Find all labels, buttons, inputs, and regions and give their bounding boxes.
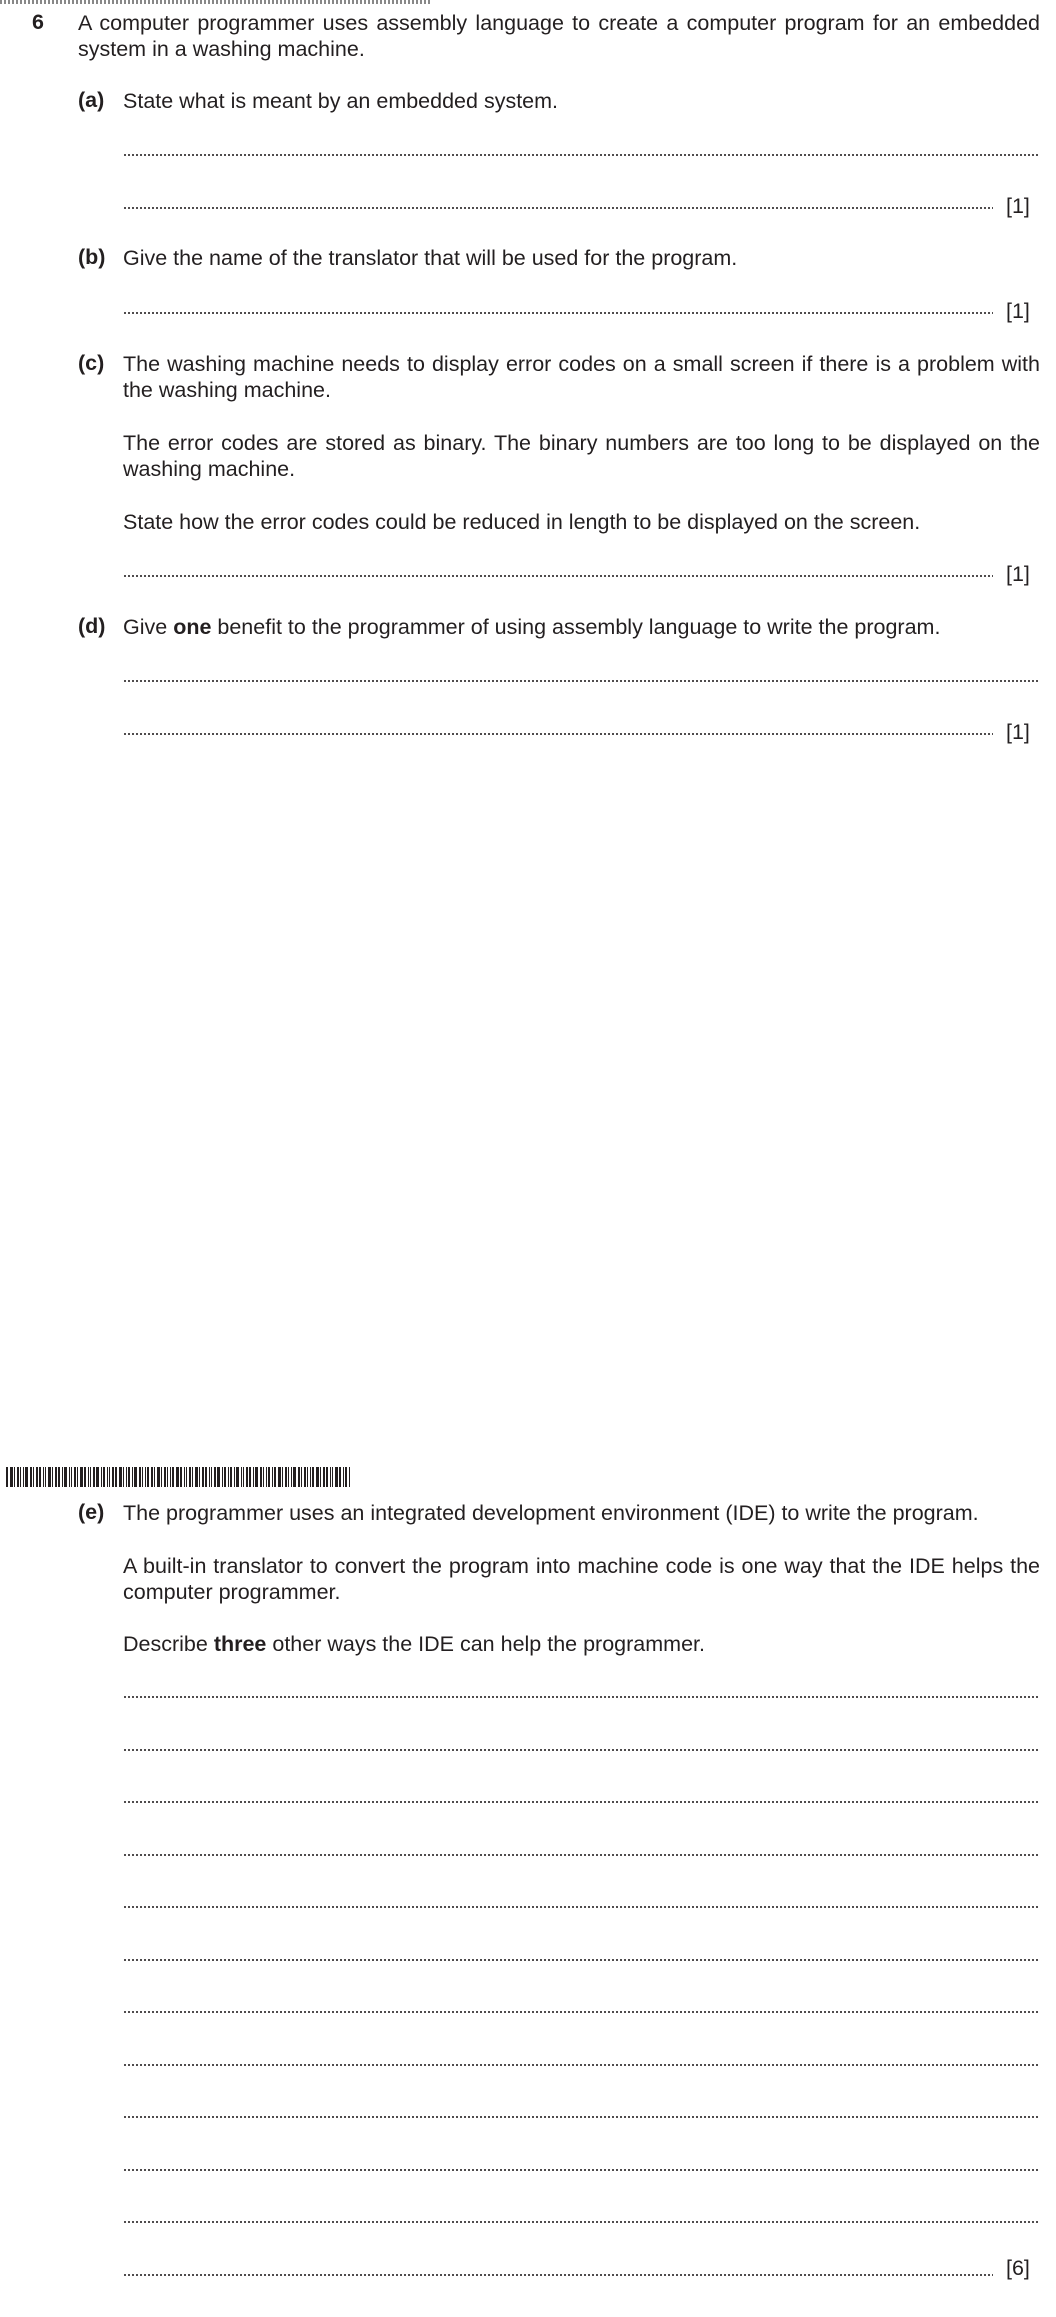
barcode-bar [263, 1467, 264, 1487]
barcode-bar [316, 1467, 319, 1487]
answer-line-e-5[interactable] [123, 1906, 1038, 1908]
barcode-bar [189, 1467, 191, 1487]
barcode-bar [288, 1467, 289, 1487]
answer-line-e-7[interactable] [123, 2011, 1038, 2013]
answer-line-c-1[interactable] [123, 575, 993, 577]
barcode-bar [39, 1467, 41, 1487]
barcode-bar [147, 1467, 149, 1487]
question-stem: A computer programmer uses assembly language to create a computer program for an embedded system in a washing machine. [78, 11, 1040, 61]
barcode-bar [88, 1467, 89, 1487]
barcode-bar [228, 1467, 229, 1487]
part-d-text-before: Give [123, 615, 174, 639]
barcode-bar [345, 1467, 347, 1487]
barcode-bar [142, 1467, 143, 1487]
part-c-label: (c) [78, 351, 105, 375]
part-d-text [123, 614, 1040, 640]
barcode-bar [291, 1467, 292, 1487]
barcode-bar [274, 1467, 276, 1487]
barcode-bar [343, 1467, 344, 1487]
barcode-bar [161, 1467, 162, 1487]
barcode-bar [23, 1467, 24, 1487]
barcode-bar [236, 1467, 239, 1487]
barcode-bar [330, 1467, 331, 1487]
barcode-bar [253, 1467, 254, 1487]
answer-line-e-8[interactable] [123, 2064, 1038, 2066]
answer-line-e-3[interactable] [123, 1801, 1038, 1803]
barcode-bar [154, 1467, 155, 1487]
barcode-bar [25, 1467, 28, 1487]
barcode-bar [266, 1467, 267, 1487]
barcode-bar [10, 1467, 13, 1487]
barcode-bar [96, 1467, 99, 1487]
barcode-bar [249, 1467, 251, 1487]
barcode-bar [234, 1467, 235, 1487]
barcode-bar [209, 1467, 210, 1487]
answer-line-e-6[interactable] [123, 1959, 1038, 1961]
part-e-text-1: The programmer uses an integrated development environment (IDE) to write the program. [123, 1501, 979, 1525]
part-b-mark: [1] [1006, 299, 1030, 323]
barcode-bar [310, 1467, 311, 1487]
barcode-bar [55, 1467, 57, 1487]
barcode-bar [304, 1467, 306, 1487]
barcode-bar [119, 1467, 122, 1487]
part-d-text-after: benefit to the programmer of using assembly language to write the program. [211, 615, 941, 639]
barcode-bar [157, 1467, 160, 1487]
answer-line-b-1[interactable] [123, 312, 993, 314]
barcode-bar [285, 1467, 287, 1487]
barcode-bar [260, 1467, 262, 1487]
part-e-label: (e) [78, 1500, 105, 1524]
barcode-bar [48, 1467, 51, 1487]
barcode-bar [109, 1467, 110, 1487]
barcode-bar [58, 1467, 60, 1487]
barcode-bar [30, 1467, 32, 1487]
barcode-bar [93, 1467, 95, 1487]
barcode-bar [132, 1467, 133, 1487]
answer-line-e-12[interactable] [123, 2274, 993, 2276]
part-e-text-2: A built-in translator to convert the program into machine code is one way that the IDE helps the computer programmer. [123, 1554, 1040, 1604]
barcode-bar [272, 1467, 273, 1487]
barcode-bar [205, 1467, 207, 1487]
barcode-bar [123, 1467, 124, 1487]
barcode-bar [112, 1467, 114, 1487]
barcode-bar [74, 1467, 76, 1487]
answer-line-e-9[interactable] [123, 2116, 1038, 2118]
barcode-bar [199, 1467, 200, 1487]
barcode-bar [222, 1467, 223, 1487]
part-d-label: (d) [78, 614, 106, 638]
answer-line-e-11[interactable] [123, 2221, 1038, 2223]
barcode-bar [195, 1467, 198, 1487]
barcode-bar [20, 1467, 21, 1487]
barcode-bar [293, 1467, 296, 1487]
answer-line-e-2[interactable] [123, 1749, 1038, 1751]
part-c-text-3: State how the error codes could be reduced in length to be displayed on the screen. [123, 510, 921, 534]
barcode-bar [45, 1467, 46, 1487]
barcode-bar [115, 1467, 117, 1487]
part-e-mark: [6] [1006, 2256, 1030, 2280]
barcode-bar [103, 1467, 105, 1487]
barcode-bar [246, 1467, 248, 1487]
barcode-bar [107, 1467, 108, 1487]
barcode-bar [211, 1467, 212, 1487]
part-b-text: Give the name of the translator that will be used for the program. [123, 246, 738, 270]
barcode-bar [71, 1467, 72, 1487]
answer-line-a-1[interactable] [123, 154, 1038, 156]
barcode-bar [186, 1467, 187, 1487]
barcode-bar [184, 1467, 185, 1487]
barcode-bar [332, 1467, 333, 1487]
barcode-bar [134, 1467, 137, 1487]
barcode-bar [349, 1467, 350, 1487]
barcode-bar [255, 1467, 258, 1487]
answer-line-e-10[interactable] [123, 2169, 1038, 2171]
part-a-label: (a) [78, 88, 105, 112]
barcode-bar [176, 1467, 179, 1487]
answer-line-d-2[interactable] [123, 733, 993, 735]
answer-line-e-1[interactable] [123, 1696, 1038, 1698]
part-d-text-bold: one [173, 615, 212, 639]
part-e-text-3 [123, 1631, 1040, 1657]
barcode-bar [180, 1467, 182, 1487]
barcode-bar [192, 1467, 193, 1487]
barcode-bar [33, 1467, 34, 1487]
barcode-bar [69, 1467, 70, 1487]
barcode-bar [145, 1467, 146, 1487]
barcode-bar [126, 1467, 127, 1487]
barcode-bar [282, 1467, 283, 1487]
barcode-bar [43, 1467, 44, 1487]
barcode-bar [52, 1467, 53, 1487]
barcode-bar [14, 1467, 15, 1487]
part-d-mark: [1] [1006, 720, 1030, 744]
barcode-bar [170, 1467, 171, 1487]
page-header-barcode-strip [0, 0, 432, 4]
barcode-bar [323, 1467, 325, 1487]
barcode-bar [36, 1467, 38, 1487]
barcode-bar [62, 1467, 63, 1487]
part-e-text-3-before: Describe [123, 1632, 214, 1656]
barcode-bar [278, 1467, 281, 1487]
barcode-bar [128, 1467, 130, 1487]
barcode-bar [167, 1467, 168, 1487]
part-b-label: (b) [78, 245, 106, 269]
barcode-bar [301, 1467, 302, 1487]
barcode-bar [241, 1467, 242, 1487]
part-a-mark: [1] [1006, 194, 1030, 218]
part-e-text-3-after: other ways the IDE can help the programmer. [266, 1632, 705, 1656]
barcode-bar [298, 1467, 300, 1487]
part-c-text-2: The error codes are stored as binary. The binary numbers are too long to be displayed on the washing machine. [123, 431, 1040, 481]
answer-line-d-1[interactable] [123, 680, 1038, 682]
barcode-bar [320, 1467, 321, 1487]
barcode-bar [139, 1467, 141, 1487]
barcode-bar [77, 1467, 78, 1487]
barcode-bar [164, 1467, 166, 1487]
barcode-bar [307, 1467, 308, 1487]
barcode-bar [90, 1467, 91, 1487]
barcode-bar [243, 1467, 244, 1487]
part-a-text: State what is meant by an embedded system. [123, 89, 559, 113]
barcode-bar [80, 1467, 83, 1487]
barcode-bar [339, 1467, 341, 1487]
barcode-bar [268, 1467, 270, 1487]
question-number: 6 [32, 10, 44, 34]
barcode-bar [312, 1467, 314, 1487]
part-c-text-1: The washing machine needs to display error codes on a small screen if there is a problem with the washing machine. [123, 352, 1040, 402]
barcode-bar [214, 1467, 216, 1487]
barcode-bar [224, 1467, 226, 1487]
barcode-bar [335, 1467, 338, 1487]
barcode-bar [202, 1467, 204, 1487]
barcode-bar [326, 1467, 328, 1487]
answer-line-e-4[interactable] [123, 1854, 1038, 1856]
barcode-bar [217, 1467, 220, 1487]
barcode-bar [151, 1467, 153, 1487]
barcode-bar [84, 1467, 86, 1487]
barcode-bar [101, 1467, 102, 1487]
barcode-bar [172, 1467, 174, 1487]
page-barcode [6, 1467, 351, 1487]
answer-line-a-2[interactable] [123, 207, 993, 209]
part-c-mark: [1] [1006, 562, 1030, 586]
barcode-bar [230, 1467, 232, 1487]
part-e-text-3-bold: three [213, 1632, 267, 1656]
barcode-bar [64, 1467, 67, 1487]
barcode-bar [17, 1467, 19, 1487]
barcode-bar [6, 1467, 8, 1487]
